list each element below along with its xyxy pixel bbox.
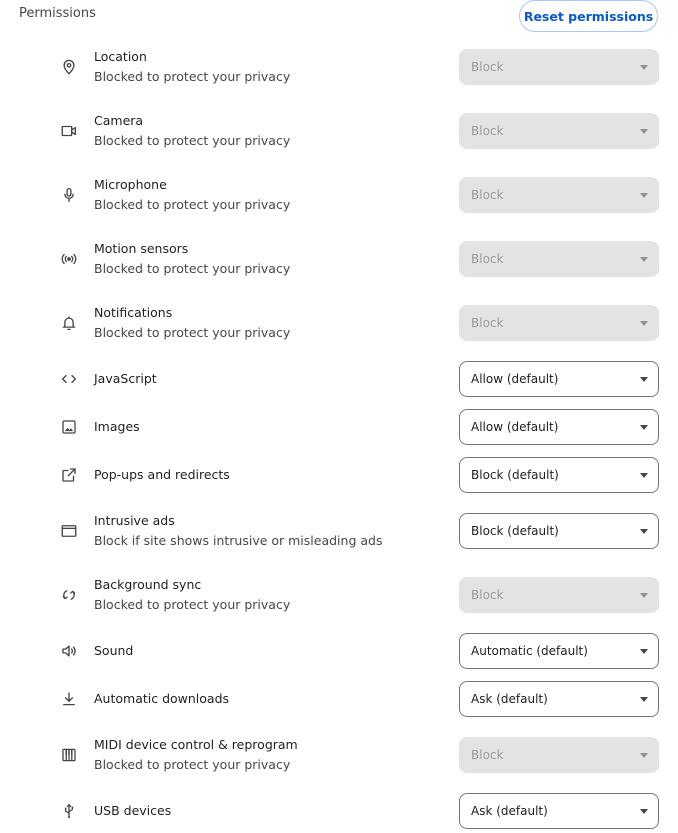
reset-permissions-button[interactable]: Reset permissions: [519, 0, 658, 32]
permission-select-value: Block: [471, 316, 504, 330]
dropdown-caret-icon: [640, 377, 648, 382]
permission-select-value: Block: [471, 60, 504, 74]
ads-window-icon: [59, 521, 79, 541]
permission-select-notifications[interactable]: [459, 305, 659, 341]
permission-select-value: Allow (default): [471, 372, 559, 386]
permission-label: Sound: [94, 643, 134, 658]
permission-row-microphone: [0, 177, 678, 213]
dropdown-caret-icon: [640, 425, 648, 430]
permission-label: Camera: [94, 113, 144, 128]
dropdown-caret-icon: [640, 321, 648, 326]
usb-icon: [59, 801, 79, 821]
permission-description: Blocked to protect your privacy: [94, 757, 291, 772]
dropdown-caret-icon: [640, 809, 648, 814]
permission-row-intrusive-ads: [0, 513, 678, 549]
speaker-icon: [59, 641, 79, 661]
permission-select-popups[interactable]: [459, 457, 659, 493]
dropdown-caret-icon: [640, 129, 648, 134]
permission-select-value: Block: [471, 588, 504, 602]
permission-label: Notifications: [94, 305, 173, 320]
permission-select-value: Ask (default): [471, 804, 548, 818]
permission-select-usb-devices[interactable]: [459, 793, 659, 829]
download-icon: [59, 689, 79, 709]
permission-select-value: Block: [471, 124, 504, 138]
permissions-header: [0, 0, 678, 36]
permission-select-value: Automatic (default): [471, 644, 588, 658]
permission-description: Blocked to protect your privacy: [94, 325, 291, 340]
piano-icon: [59, 745, 79, 765]
open-external-icon: [59, 465, 79, 485]
code-icon: [59, 369, 79, 389]
permission-label: JavaScript: [94, 371, 157, 386]
dropdown-caret-icon: [640, 473, 648, 478]
permission-description: Blocked to protect your privacy: [94, 597, 291, 612]
dropdown-caret-icon: [640, 257, 648, 262]
microphone-icon: [59, 185, 79, 205]
permission-select-location[interactable]: [459, 49, 659, 85]
dropdown-caret-icon: [640, 649, 648, 654]
permission-row-midi: [0, 737, 678, 773]
permission-description: Blocked to protect your privacy: [94, 69, 291, 84]
dropdown-caret-icon: [640, 65, 648, 70]
permission-description: Blocked to protect your privacy: [94, 197, 291, 212]
permission-select-midi[interactable]: [459, 737, 659, 773]
dropdown-caret-icon: [640, 697, 648, 702]
permission-row-location: [0, 49, 678, 85]
permission-row-camera: [0, 113, 678, 149]
section-title: Permissions: [19, 6, 96, 21]
sensors-icon: [59, 249, 79, 269]
permission-select-value: Allow (default): [471, 420, 559, 434]
location-icon: [59, 57, 79, 77]
permission-label: Intrusive ads: [94, 513, 175, 528]
permission-select-javascript[interactable]: [459, 361, 659, 397]
permission-label: Images: [94, 419, 140, 434]
dropdown-caret-icon: [640, 529, 648, 534]
permission-row-sound: [0, 633, 678, 669]
permission-label: Motion sensors: [94, 241, 189, 256]
permission-row-images: [0, 409, 678, 445]
permission-row-popups: [0, 457, 678, 493]
permission-select-sound[interactable]: [459, 633, 659, 669]
permission-description: Block if site shows intrusive or misleading ads: [94, 533, 383, 548]
dropdown-caret-icon: [640, 193, 648, 198]
permission-select-value: Block (default): [471, 468, 559, 482]
permission-select-value: Block (default): [471, 524, 559, 538]
permission-select-automatic-downloads[interactable]: [459, 681, 659, 717]
permission-select-images[interactable]: [459, 409, 659, 445]
permission-row-motion-sensors: [0, 241, 678, 277]
permission-select-camera[interactable]: [459, 113, 659, 149]
permission-row-javascript: [0, 361, 678, 397]
camera-icon: [59, 121, 79, 141]
permission-select-value: Block: [471, 252, 504, 266]
permission-label: Pop-ups and redirects: [94, 467, 230, 482]
permission-select-motion-sensors[interactable]: [459, 241, 659, 277]
permission-select-intrusive-ads[interactable]: [459, 513, 659, 549]
permission-select-value: Block: [471, 748, 504, 762]
permission-label: Automatic downloads: [94, 691, 230, 706]
permission-label: Background sync: [94, 577, 202, 592]
permission-row-automatic-downloads: [0, 681, 678, 717]
bell-icon: [59, 313, 79, 333]
permission-label: MIDI device control & reprogram: [94, 737, 298, 752]
permission-description: Blocked to protect your privacy: [94, 133, 291, 148]
permission-row-background-sync: [0, 577, 678, 613]
permission-label: Microphone: [94, 177, 167, 192]
permission-row-usb-devices: [0, 793, 678, 829]
dropdown-caret-icon: [640, 593, 648, 598]
permission-label: USB devices: [94, 803, 172, 818]
permission-select-value: Block: [471, 188, 504, 202]
sync-icon: [59, 585, 79, 605]
permission-select-value: Ask (default): [471, 692, 548, 706]
dropdown-caret-icon: [640, 753, 648, 758]
image-icon: [59, 417, 79, 437]
permission-row-notifications: [0, 305, 678, 341]
permission-description: Blocked to protect your privacy: [94, 261, 291, 276]
permission-select-background-sync[interactable]: [459, 577, 659, 613]
permission-label: Location: [94, 49, 147, 64]
permission-select-microphone[interactable]: [459, 177, 659, 213]
